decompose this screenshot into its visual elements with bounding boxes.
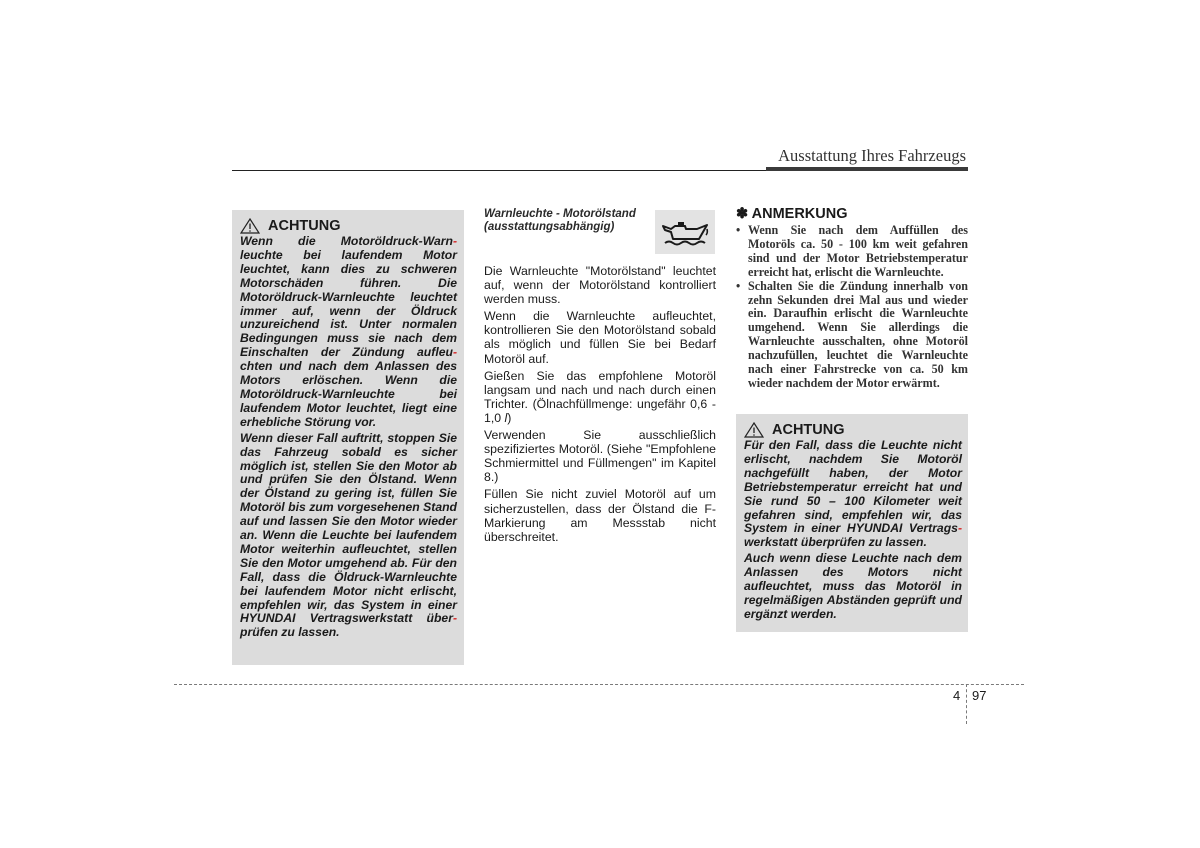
body-paragraph-3: Gießen Sie das empfohlene Motoröl langsam und nach und nach durch einen Trichter. (Ölnachfüllmenge: ungefähr 0,6 - 1,0 l): [484, 368, 716, 425]
note-section: [736, 206, 968, 391]
warning-title-right: [744, 422, 962, 438]
warning-paragraph-1: Für den Fall, dass die Leuchte nicht erlischt, nachdem Sie Motoröl nachgefüllt haben, der Motor Betriebstemperatur erreicht hat und Sie rund 50 – 100 Kilometer weit gefahren sind, empfehlen wir, das System in einer HYUNDAI Vertrags-werkstatt überprüfen zu lassen.: [744, 438, 962, 550]
body-paragraph-5: Füllen Sie nicht zuviel Motoröl auf um sicherzustellen, dass der Ölstand die F-Markierung am Messstab nicht überschreitet.: [484, 487, 716, 544]
warning-triangle-icon: [240, 218, 260, 234]
warning-title-text: ACHTUNG: [772, 422, 845, 438]
body-paragraph-1: Die Warnleuchte "Motorölstand" leuchtet auf, wenn der Motorölstand kontrolliert werden muss.: [484, 264, 716, 307]
footer-divider: [966, 684, 967, 724]
page-number: 97: [972, 688, 987, 703]
warning-title-text: ACHTUNG: [268, 218, 341, 234]
warning-paragraph-1: Wenn die Motoröldruck-Warn- leuchte bei laufendem Motor leuchtet, kann dies zu schweren Motorschäden führen. Die Motoröldruck-Warnleuchte leuchtet immer auf, wenn der Öldruck unzureichend ist. Unter normalen Bedingungen muss sie nach dem Einschalten der Zündung aufleu-chten und nach dem Anlassen des Motors erlöschen. Wenn die Motoröldruck-Warnleuchte bei laufendem Motor leuchtet, liegt eine erhebliche Störung vor.: [240, 234, 457, 429]
oil-warning-indicator: [655, 210, 715, 254]
list-item: • Wenn Sie nach dem Auffüllen des Motoröls ca. 50 - 100 km weit gefahren sind und der Motor Betriebstemperatur erreicht hat, erlischt die Warnleuchte.: [736, 224, 968, 280]
oil-level-section: [484, 208, 716, 547]
warning-box-right: [736, 414, 968, 632]
section-header: [484, 208, 716, 264]
header-accent-bar: [766, 167, 968, 171]
note-title: ✽ ANMERKUNG: [736, 206, 848, 222]
warning-paragraph-2: Auch wenn diese Leuchte nach dem Anlassen des Motors nicht aufleuchtet, muss das Motoröl in regelmäßigen Abständen geprüft und ergänzt werden.: [744, 551, 962, 621]
body-paragraph-4: Verwenden Sie ausschließlich spezifiziertes Motoröl. (Siehe "Empfohlene Schmiermittel und Füllmengen" im Kapitel 8.): [484, 428, 716, 485]
oil-can-icon: [659, 217, 711, 247]
header-title: Ausstattung Ihres Fahrzeugs: [778, 146, 966, 165]
note-list: [736, 224, 968, 391]
footer-rule: [174, 684, 1024, 685]
warning-title-left: [240, 218, 457, 234]
chapter-number: 4: [953, 688, 961, 703]
warning-triangle-icon: [744, 422, 764, 438]
list-item: • Schalten Sie die Zündung innerhalb von zehn Sekunden drei Mal aus und wieder ein. Daraufhin erlischt die Warnleuchte umgehend. Wenn Sie allerdings die Warnleuchte ausschalten, ohne Motoröl nachzufüllen, leuchtet die Warnleuchte nach einer Fahrstrecke von ca. 50 km wieder nachdem der Motor erwärmt.: [736, 280, 968, 391]
section-heading: Warnleuchte - Motorölstand (ausstattungsabhängig): [484, 208, 636, 233]
warning-paragraph-2: Wenn dieser Fall auftritt, stoppen Sie das Fahrzeug sobald es sicher möglich ist, stellen Sie den Motor ab und prüfen Sie den Ölstand. Wenn der Ölstand zu gering ist, füllen Sie Motoröl bis zum vorgesehenen Stand auf und lassen Sie den Motor wieder an. Wenn die Leuchte bei laufendem Motor weiterhin aufleuchtet, stellen Sie den Motor umgehend ab. Für den Fall, dass die Öldruck-Warnleuchte bei laufendem Motor nicht erlischt, empfehlen wir, das System in einer HYUNDAI Vertragswerkstatt über-prüfen zu lassen.: [240, 430, 457, 640]
body-paragraph-2: Wenn die Warnleuchte aufleuchtet, kontrollieren Sie den Motorölstand sobald als möglich und füllen Sie bei Bedarf Motoröl auf.: [484, 309, 716, 366]
warning-box-left: [232, 210, 464, 665]
